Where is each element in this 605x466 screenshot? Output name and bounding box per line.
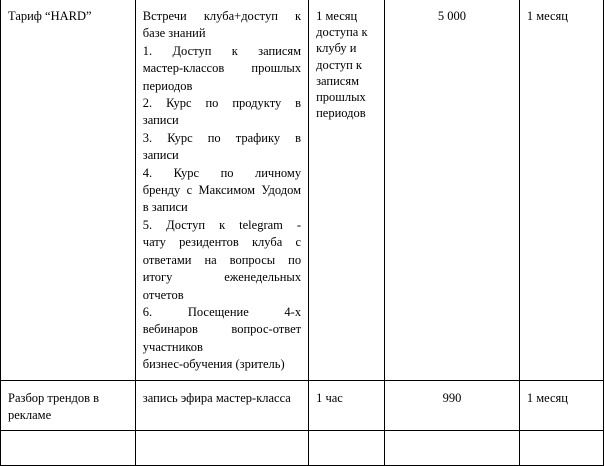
period-line: записям xyxy=(316,73,359,88)
period-value: 1 час xyxy=(316,390,343,405)
list-item-6-line-3: участников xyxy=(142,339,203,354)
table-row xyxy=(1,0,604,380)
tariff-description-cell xyxy=(135,0,308,380)
empty-cell xyxy=(519,431,603,466)
empty-cell xyxy=(135,431,308,466)
list-item-6-line-2: вебинаров вопрос-ответ xyxy=(142,322,302,337)
tariff-name: Тариф “HARD” xyxy=(8,9,92,23)
period-line: прошлых xyxy=(316,90,366,105)
list-item-4-line-1: 4. Курс по личному xyxy=(142,165,302,180)
list-item-1-line-1: 1. Доступ к записям xyxy=(142,43,302,58)
price-value: 5 000 xyxy=(437,9,467,23)
term-cell xyxy=(519,380,603,431)
list-item-1-line-3: периодов xyxy=(142,78,193,93)
price-cell xyxy=(385,0,520,380)
tariff-name-line: Разбор трендов в xyxy=(8,390,100,405)
description-intro-continued: базе знаний xyxy=(142,26,206,41)
price-cell xyxy=(385,380,520,431)
list-item-5-line-2: чату резидентов клуба с xyxy=(142,235,302,250)
period-line: 1 месяц xyxy=(316,9,358,23)
term-value: 1 месяц xyxy=(526,390,568,405)
period-line: доступ к xyxy=(316,57,362,72)
period-cell xyxy=(309,380,385,431)
list-item-3-line-1: 3. Курс по трафику в xyxy=(142,130,302,145)
list-item-2-line-2: записи xyxy=(142,113,179,128)
tariff-description-cell xyxy=(135,380,308,431)
period-line: клубу и xyxy=(316,41,357,56)
list-item-4-line-2: бренду с Максимом Удодом xyxy=(142,183,302,198)
list-item-6-line-4: бизнес-обучения (зритель) xyxy=(142,357,285,372)
list-item-5-line-5: отчетов xyxy=(142,287,184,302)
table-row xyxy=(1,380,604,431)
period-line: периодов xyxy=(316,106,366,121)
list-item-5-line-1: 5. Доступ к telegram - xyxy=(142,217,302,232)
list-item-5-line-4: итогу еженедельных xyxy=(142,270,302,285)
empty-cell xyxy=(309,431,385,466)
period-line: доступа к xyxy=(316,25,368,40)
tariff-name-cell xyxy=(1,380,136,431)
list-item-2-line-1: 2. Курс по продукту в xyxy=(142,96,302,111)
table-row xyxy=(1,431,604,466)
list-item-4-line-3: в записи xyxy=(142,200,188,215)
description-intro: Встречи клуба+доступ к xyxy=(142,9,302,23)
period-cell xyxy=(309,0,385,380)
term-value: 1 месяц xyxy=(526,9,568,23)
list-item-3-line-2: записи xyxy=(142,148,179,163)
tariff-description: запись эфира мастер-класса xyxy=(142,390,291,405)
term-cell xyxy=(519,0,603,380)
empty-cell xyxy=(1,431,136,466)
list-item-5-line-3: ответами на вопросы по xyxy=(142,252,302,267)
list-item-1-line-2: мастер-классов прошлых xyxy=(142,61,302,76)
list-item-6-line-1: 6. Посещение 4-х xyxy=(142,304,302,319)
price-value: 990 xyxy=(442,390,462,405)
tariff-name-line: рекламе xyxy=(8,407,52,422)
empty-cell xyxy=(385,431,520,466)
tariff-name-cell xyxy=(1,0,136,380)
